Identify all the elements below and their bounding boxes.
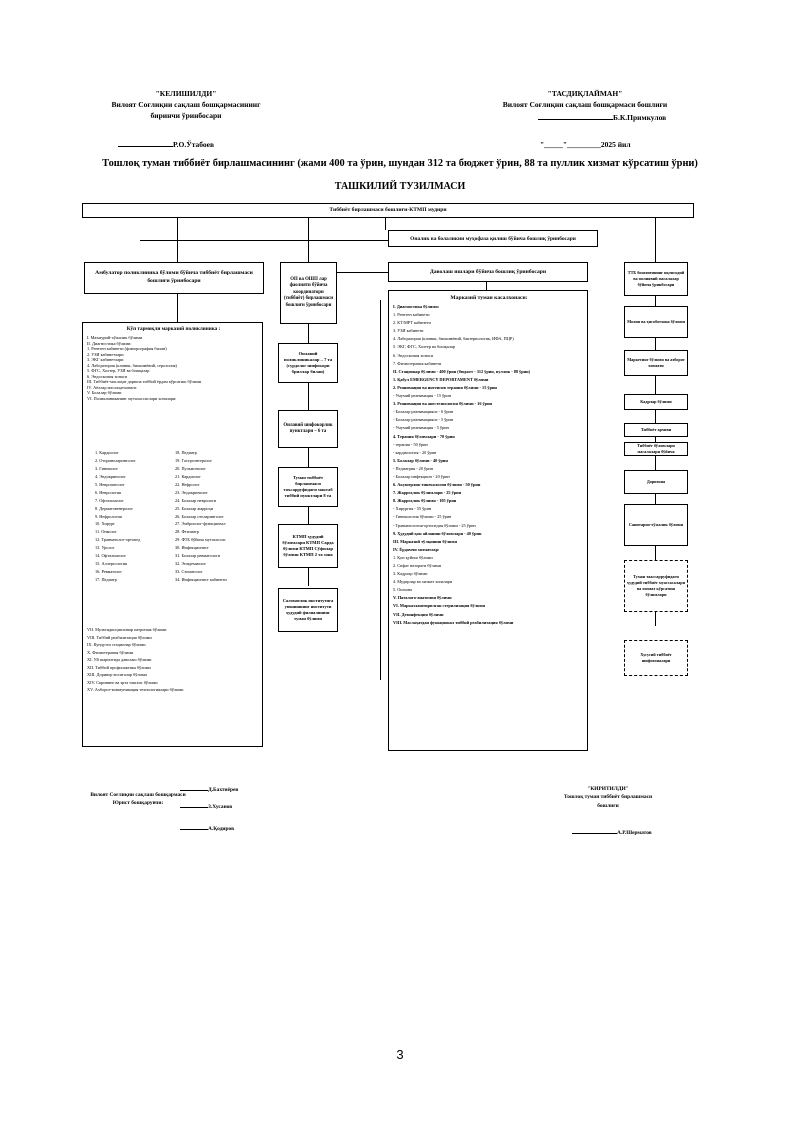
list-item: 5. ФГС, Холтер, УЗИ ва бошқалар xyxy=(87,368,150,373)
footer-left-org: Вилоят Соғлиқни сақлаш бошқармаси Юрист бошқарувчи: xyxy=(90,792,186,806)
connector xyxy=(486,282,487,290)
footer-right-line1: Тошлоқ туман тиббиёт бирлашмаси xyxy=(563,794,653,801)
list-item: 11. Онколог xyxy=(95,529,117,535)
list-item: 7. Жарроҳлик бўлимлари - 25 ўрин xyxy=(393,490,462,496)
list-item: II. Стационар бўлими - 400 ўрин (бюджет - 312 ўрин, пуллик - 88 ўрин) xyxy=(393,368,531,374)
list-item: - Болалар реанимацияси - 5 ўрин xyxy=(393,417,454,423)
right-box xyxy=(624,423,688,437)
list-item: - Болалар реанимацияси - 6 ўрин xyxy=(393,409,454,415)
oilaviy-punkt-label: Оилавий шифокорлик пунктлари – 6 та xyxy=(283,422,333,434)
header-right-title: "ТАСДИҚЛАЙМАН" xyxy=(547,89,623,98)
list-item: - Травматология-ортопедия бўлими - 25 ўрин xyxy=(393,522,476,528)
list-item: 8. Дерматовенеролог xyxy=(95,505,134,511)
list-item: I. Маъмурий-хўжалик бўлими xyxy=(87,335,143,340)
connector xyxy=(337,272,388,273)
connector xyxy=(380,300,381,680)
list-item: II. Диагностика бўлими: xyxy=(87,340,132,346)
list-item: - Болалар инфекцион - 20 ўрин xyxy=(393,473,450,479)
poliklinika-col1 xyxy=(95,449,175,584)
oila-deputy-box-label: ОП ва ОШП лар фаолияти бўйича координатори (тиббиёт) бирлашмаси бошлиғи ўринбосари xyxy=(284,276,333,308)
list-item: 6. Эндоскопия хонаси xyxy=(87,373,127,379)
list-item: XIV. Скрининг ва эрта ташхис бўлими xyxy=(87,679,158,685)
salomatlik-label: Саломатлик институтига уюшишнинг институти ҳудудий филиалининг туман бўлими xyxy=(282,598,334,621)
header-left-signature-line xyxy=(118,140,214,149)
list-item: XII. Тиббий профилактика бўлими xyxy=(87,664,151,670)
header-right-signature: Б.К.Примкулов xyxy=(613,113,667,122)
list-item: 28. Фтизиатр xyxy=(175,529,199,535)
list-item: 6. Неврология xyxy=(95,489,121,495)
list-item: 18. Педиатр xyxy=(175,450,197,455)
list-item: 5. Болалар бўлими - 40 ўрин xyxy=(393,457,448,463)
list-item: 2. Реанимация ва интенсив терапия бўлими - 15 ўрин xyxy=(393,384,497,390)
poliklinika-lines2 xyxy=(87,626,262,694)
list-item: 7. Физиотерапия кабинети xyxy=(393,360,442,366)
list-item: 27. Эмбриолог-функционал xyxy=(175,521,226,527)
kasalxona-title: Марказий туман касалхонаси: xyxy=(450,295,528,301)
list-item: - Педиатрия - 20 ўрин xyxy=(393,465,433,471)
list-item: 12. Травматолог-ортопед xyxy=(95,537,141,543)
header-right-signature-line xyxy=(538,113,666,122)
header-left xyxy=(86,88,286,121)
footer-right-title: "КИРИТИЛДИ" xyxy=(587,786,629,792)
list-item: 33. Стоматолог xyxy=(175,569,203,575)
ambulator-box xyxy=(84,262,264,294)
right-dashed-box xyxy=(624,560,688,612)
header-right-date: "_____"_________2025 йил xyxy=(540,140,631,149)
kasalxona-lines xyxy=(393,303,586,627)
list-item: XV. Ахборот-коммуникация технологиялари бўлими xyxy=(87,687,184,693)
list-item: 4. Эндокринолог xyxy=(95,473,126,479)
davolash-box xyxy=(388,262,588,282)
list-item: 17. Педиатр xyxy=(95,577,117,582)
list-item: 3. Гинеколог xyxy=(95,465,119,471)
list-item: 22. Нефролог xyxy=(175,481,200,487)
list-item: 1. Қон қуйиш бўлими xyxy=(393,554,433,560)
davolash-box-label: Даволаш ишлари бўйича бошлиқ ўринбосари xyxy=(429,269,547,275)
right-box xyxy=(624,394,688,410)
list-item: X. Физиотерапия бўлими xyxy=(87,649,134,655)
list-item: - Хирургия - 55 ўрин xyxy=(393,506,432,512)
footer-right xyxy=(558,785,658,810)
list-item: 3. ЭКГ кабинетлари xyxy=(87,357,124,362)
list-item: 3. УЗИ кабинети xyxy=(393,328,424,334)
list-item: 13. Уролог xyxy=(95,545,115,551)
ktmp-box xyxy=(278,524,338,568)
list-item: 6. Эндоскопия хонаси xyxy=(393,352,433,358)
list-item: 4. Лаборатория (клиник, биокимёвий, серология) xyxy=(87,362,177,368)
list-item: 31. Болалар ревматологи xyxy=(175,553,221,559)
list-item: - терапия - 50 ўрин xyxy=(393,441,428,447)
top-box xyxy=(82,203,694,218)
list-item: 19. Гастроэнтеролог xyxy=(175,457,213,463)
footer-left-sig1: Д.Бахтиёрев xyxy=(208,787,239,793)
list-item: 1. Рентген кабинети (флюорография билан) xyxy=(87,346,167,351)
list-item: IV. Ёрдамчи хизматлар: xyxy=(393,546,440,552)
right-box xyxy=(624,306,688,338)
list-item: 3. Кадрлар бўлими xyxy=(393,571,428,577)
list-item: 5. Невропатолог xyxy=(95,481,125,487)
right-box xyxy=(624,262,688,296)
right-box-label: Дорихона xyxy=(646,479,666,485)
header-left-line1: Вилоят Соғлиқни сақлаш бошқармасининг xyxy=(111,100,261,109)
tuman-tibbiyot-box xyxy=(278,467,338,507)
right-dashed-box xyxy=(624,640,688,676)
list-item: - Умумий реанимация - 5 ўрин xyxy=(393,425,449,431)
list-item: VII. Дезинфекция бўлими xyxy=(393,611,444,617)
list-item: VI. Поликлиниканинг мутахассислари хоналари: xyxy=(87,395,177,401)
right-box-label: Тиббиёт архиви xyxy=(640,427,672,433)
list-item: 9. Ҳудудий қон айланиш бўлимлари - 40 ўрин xyxy=(393,530,482,536)
list-item: 1. Қабул EMERGENCY DEPORTAMENT бўлими xyxy=(393,376,489,382)
tuman-tibbiyot-label: Туман тиббиёт бирлашмаси таъсарруфидаги мактаб тиббий пунктлари 8 та xyxy=(283,474,333,499)
main-title: Тошлоқ туман тиббиёт бирлашмасининг (жами 400 та ўрин, шундан 312 та бюджет ўрин, 88 та пуллик хизмат кўрсатиш ўрни) xyxy=(102,158,698,169)
connector xyxy=(655,218,656,262)
list-item: XIII. Доривор воситалар бўлими xyxy=(87,672,147,678)
ktmp-label: КТМП ҳудудий бўлимлари КТМП Сарда бўлими КТМП Сўфилар бўлими КТМП 2 та зона xyxy=(282,533,334,558)
right-box xyxy=(624,470,688,494)
right-dashed-label: Хусусий тиббиёт шифохоналари xyxy=(640,652,672,663)
poliklinika-lines xyxy=(87,335,262,401)
list-item: 21. Кардиолог xyxy=(175,473,201,479)
salomatlik-box xyxy=(278,588,338,632)
header-left-signature: Р.О.Ўтабоев xyxy=(173,140,215,149)
list-item: 34. Инфекционист кабинети xyxy=(175,577,227,582)
poliklinika-col2 xyxy=(175,449,261,584)
header-left-line2: биринчи ўринбосари xyxy=(150,111,222,120)
list-item: III. Тиббиёт-маслаҳат дарвоза тиббий ёрдам кўрсатиш бўлими xyxy=(87,379,202,384)
list-item: 9. Нефрология xyxy=(95,513,122,519)
page-number: 3 xyxy=(396,1047,404,1062)
list-item: 14. Офтальмолог xyxy=(95,553,127,559)
list-item: 3. Реанимация ва анестезиология бўлими - 16 ўрин xyxy=(393,401,493,407)
right-box-label: ТТБ бошлиғининг иқтисодий ва молиявий масалалар бўйича ўринбосари xyxy=(627,270,685,287)
footer-left-sig2-line xyxy=(180,804,232,810)
header-right-line1: Вилоят Соғлиқни сақлаш бошқармаси бошлиғи xyxy=(502,100,668,109)
oilaviy-poliklinika-label: Оилавий поликлиникалар – 7 та (сурдолог шифокори бриллар билан) xyxy=(283,350,333,375)
footer-right-signature: А.Р.Шерматов xyxy=(617,830,652,836)
right-box-label: Тиббиёт бўлимлари масалалари бўйича xyxy=(637,443,675,454)
onalik-box-label: Оналик ва болаликни муҳофаза қилиш бўйича бошлиқ ўринбосари xyxy=(410,235,576,242)
list-item: IV. Аёллар маслаҳатхонаси xyxy=(87,384,137,390)
list-item: - кардиология - 20 ўрин xyxy=(393,449,437,455)
footer-left-sig3-line xyxy=(180,826,234,832)
list-item: V. Болалар бўлими xyxy=(87,390,122,395)
right-box-label: Кадрлар бўлими xyxy=(640,399,672,405)
list-item: 25. Болалар жарроҳи xyxy=(175,505,214,511)
list-item: 5. ЭКГ, ФГС, Холтер ва бошқалар xyxy=(393,344,455,350)
list-item: 2. Оториноларинголог xyxy=(95,457,136,463)
poliklinika-title: Кўп тармоқли марказий поликлиника : xyxy=(126,326,221,332)
list-item: VI. Марказлаштирилган стерилизация бўлими xyxy=(393,603,485,609)
list-item: 4. Терапия бўлимлари - 70 ўрин xyxy=(393,433,455,439)
list-item: 32. Эпидемиолог xyxy=(175,561,207,567)
list-item: 10. Хирург xyxy=(95,521,115,527)
list-item: I. Диагностика бўлими: xyxy=(393,304,440,309)
footer-right-line2: бошлиғи xyxy=(597,802,619,809)
footer-left-sig3: А.Қодиров xyxy=(208,826,234,832)
right-box-label: Молия ва ҳисоботхона бўлими xyxy=(627,319,685,325)
list-item: 2. Сифат назорати бўлими xyxy=(393,563,442,568)
oilaviy-punkt-box xyxy=(278,410,338,448)
list-item: 23. Эндокринолог xyxy=(175,489,208,495)
right-dashed-label: Туман таассарруфидаги ҳудудий тиббиёт муассасалари ва хизмат кўрсатиш бўлимлари xyxy=(627,574,685,597)
kasalxona-box xyxy=(388,290,588,751)
right-box-label: Санитарно-хўжалик бўлими xyxy=(628,522,684,528)
onalik-box xyxy=(388,230,598,247)
list-item: V. Паталого-анатомия бўлими xyxy=(393,595,452,601)
list-item: 26. Болалар отоларинголог xyxy=(175,513,224,519)
list-item: VII. Мультидисциплинар патронаж бўлими xyxy=(87,627,167,632)
connector xyxy=(385,218,386,230)
list-item: VIII. Маслаҳатдан функционал тиббий реабилитация бўлими xyxy=(393,619,514,625)
list-item: 2. УЗИ кабинетлари xyxy=(87,351,124,357)
header-left-title: "КЕЛИШИЛДИ" xyxy=(155,89,217,98)
header-right xyxy=(485,88,685,110)
list-item: VIII. Тиббий реабилитация бўлими xyxy=(87,634,152,640)
oila-deputy-box xyxy=(280,262,337,324)
list-item: - Гинекология бўлими - 25 ўрин xyxy=(393,514,452,520)
right-box xyxy=(624,504,688,546)
right-box-label: Маркетинг бўлими ва ахборот хизмати xyxy=(627,357,685,368)
list-item: III. Марказий тўлқиниш бўлими xyxy=(393,538,457,544)
list-item: 20. Пульмонолог xyxy=(175,465,206,471)
top-box-label: Тиббиёт бирлашмаси бошлиғи-КТМП мудири xyxy=(329,206,447,213)
list-item: 4. Лаборатория (клиник, биокимёвий, бактериологик, ИФА, ПЦР) xyxy=(393,336,514,342)
footer-left-sig2: З.Хусанов xyxy=(208,804,233,810)
list-item: - Умумий реанимация - 15 ўрин xyxy=(393,393,452,399)
list-item: 2. КТ/МРТ кабинети xyxy=(393,320,431,326)
oilaviy-poliklinika-box xyxy=(278,343,338,383)
list-item: 8. Жарроҳлик бўлими - 105 ўрин xyxy=(393,498,457,504)
right-box xyxy=(624,442,688,456)
list-item: 16. Ревматолог xyxy=(95,569,123,575)
list-item: 24. Болалар неврологи xyxy=(175,497,217,503)
list-item: 5. Ошхона xyxy=(393,587,413,593)
list-item: IX. Кундузги стационар бўлими xyxy=(87,642,146,648)
list-item: 7. Офтальмолог xyxy=(95,497,125,503)
list-item: 1. Рентген кабинети xyxy=(393,312,430,318)
list-item: 30. Инфекционист xyxy=(175,545,209,551)
list-item: XI. Уй шароитида даволаш бўлими xyxy=(87,657,152,663)
subtitle: ТАШКИЛИЙ ТУЗИЛМАСИ xyxy=(334,181,466,192)
list-item: 29. ФТБ бўйича мутахассис xyxy=(175,537,226,543)
poliklinika-box xyxy=(82,322,263,747)
connector xyxy=(140,240,390,241)
footer-right-signature-line xyxy=(572,830,652,836)
list-item: 1. Кардиолог xyxy=(95,450,119,455)
ambulator-box-label: Амбулатор поликлиника бўлими бўйича тиббиёт бирлашмаси бошлиғи ўринбосари xyxy=(95,270,253,284)
list-item: 15. Аллергология xyxy=(95,561,127,567)
list-item: 4. Мудирлар ва хизмат хоналари xyxy=(393,579,453,585)
right-box xyxy=(624,350,688,376)
connector xyxy=(177,294,178,322)
footer-left-sig1-line xyxy=(180,787,238,793)
list-item: 6. Акушерлик-гинекология бўлими - 50 ўрин xyxy=(393,482,481,488)
